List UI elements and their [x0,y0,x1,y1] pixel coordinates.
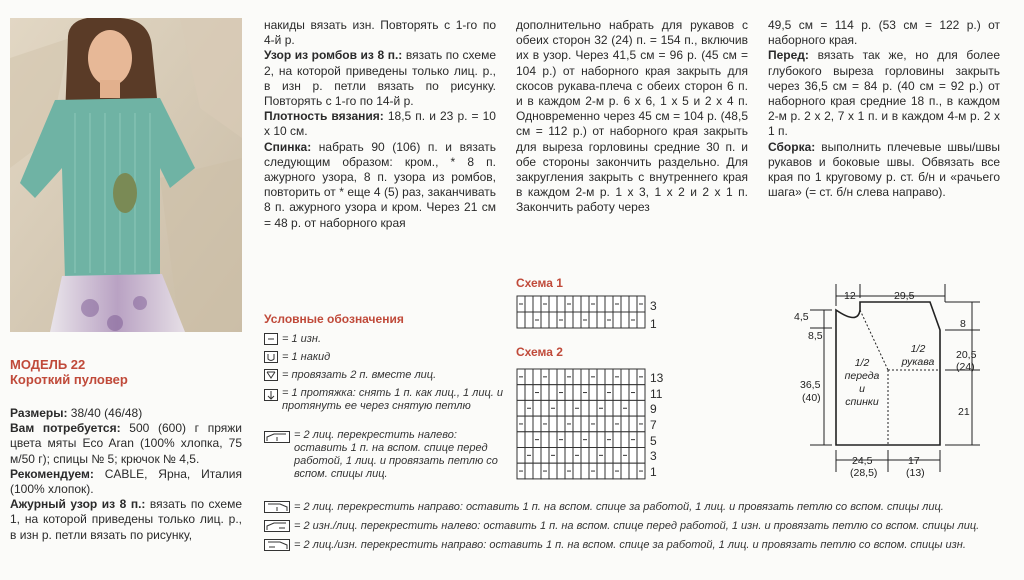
chart-cell [557,400,565,416]
dim-top-12: 12 [844,290,856,302]
svg-text:переда: переда [844,370,880,382]
chart-cell [621,416,629,432]
chart-cell [565,400,573,416]
chart-cell [525,416,533,432]
chart-cell [549,312,557,328]
chart-cell [605,448,613,464]
model-name: Короткий пуловер [10,372,128,387]
dim-right-24: (24) [956,361,975,373]
schema-1-row-1: 1 [650,317,657,331]
chart-cell [573,385,581,401]
spec-lace-pattern: Ажурный узор из 8 п.: вязать по схеме 1, на которой приведены только лиц. р., в изн р. петли вязать по рисунку, [10,497,242,542]
legend-item-cross-left: = 2 лиц. перекрестить налево: оставить 1 п. на вспом. спице перед работой, 1 лиц. и провязать петлю со вспом. спицы лиц. [264,429,504,481]
chart-cell [605,296,613,312]
chart-cell [621,312,629,328]
legend-item-cross-purl-left: = 2 изн./лиц. перекрестить налево: оставить 1 п. на вспом. спице перед работой, 1 изн. и провязать петлю со вспом. спицы лиц. [264,520,1004,539]
chart-cell [581,463,589,479]
chart-cell [589,312,597,328]
schema-2-row-13: 13 [650,371,664,385]
chart-cell [621,463,629,479]
chart-cell [517,400,525,416]
ssk-symbol-icon [264,389,278,401]
cross-purl-left-symbol-icon [264,520,290,532]
chart-cell [573,432,581,448]
chart-cell [573,312,581,328]
chart-cell [541,432,549,448]
dim-bottom-13: (13) [906,467,925,479]
col3-p1: дополнительно набрать для рукавов с обеих сторон 32 (24) п. = 154 п., включив их в узор. Через 41,5 см = 96 р. (45 см = 104 р.) от наборного края закрыть для скосов рукава-плеча с обеих сторон 6 п. и в каждом 2-м р. 6 х 6, 1 х 5 и 2 х 4 п. Одновременно через 45 см = 104 р. (48,5 см = 112 р.) от наборного края закрыть для выреза горловины средние 30 п. и обе стороны закончить раздельно. Для закругления закрыть с внутреннего края в каждом 2-м р. 1 х 3, 1 х 2 и 2 х 1 п. Закончить работу через [516,18,748,215]
col4-p3: Сборка: выполнить плечевые швы/швы рукавов и боковые швы. Обвязать все края по 1 круговому р. ст. б/н и «рачьего шага» (= ст. б/н слева направо). [768,139,1000,200]
col4-p2: Перед: вязать так же, но для более глубокого выреза горловины закрыть через 36,5 см = 84 р. (40 см = 92 р.) от наборного края средние 18 п., в каждом 2-м р. 2 х 2, 7 х 1 п. и в каждом 4-м р. 2 х 1 п. [768,48,1000,139]
schema-2-row-9: 9 [650,402,657,417]
dim-right-21: 21 [958,406,970,418]
svg-text:1/2: 1/2 [854,357,870,369]
chart-cell [517,448,525,464]
legend-item-yarn-over: = 1 накид [264,351,504,369]
chart-cell [589,400,597,416]
chart-cell [605,400,613,416]
chart-cell [613,385,621,401]
cross-right-symbol-icon [264,501,290,513]
legend-item-ssk: = 1 протяжка: снять 1 п. как лиц., 1 лиц. и протянуть ее через снятую петлю [264,387,504,429]
chart-cell [557,463,565,479]
chart-cell [525,385,533,401]
dim-bottom-28-5: (28,5) [850,467,878,479]
chart-cell [621,369,629,385]
chart-cell [597,296,605,312]
schema-1-chart [516,295,646,336]
chart-cell [573,296,581,312]
schema-2-chart [516,368,646,485]
model-number: МОДЕЛЬ 22 [10,357,86,372]
dim-left-36-5: 36,5 [800,379,821,391]
chart-cell [589,448,597,464]
chart-cell [549,369,557,385]
cross-left-symbol-icon [264,431,290,443]
chart-cell [541,400,549,416]
instructions-col-3 [516,18,748,216]
schema-2-row-3: 3 [650,449,657,464]
schema-1-label: Схема 1 [516,276,563,290]
chart-cell [557,296,565,312]
chart-cell [549,463,557,479]
chart-cell [581,448,589,464]
chart-cell [533,463,541,479]
cross-purl-right-symbol-icon [264,539,290,551]
chart-cell [533,400,541,416]
legend-item-k2tog: = провязать 2 п. вместе лиц. [264,369,504,387]
chart-cell [605,416,613,432]
chart-cell [637,400,645,416]
chart-cell [517,385,525,401]
schema-2-label: Схема 2 [516,345,563,359]
chart-cell [589,385,597,401]
chart-cell [613,448,621,464]
chart-cell [589,432,597,448]
instructions-col-2 [264,18,496,231]
chart-cell [533,416,541,432]
chart-cell [597,369,605,385]
chart-cell [525,296,533,312]
chart-cell [517,312,525,328]
pattern-diagram [780,280,1004,485]
chart-cell [637,448,645,464]
legend-item-cross-right: = 2 лиц. перекрестить направо: оставить 1 п. на вспом. спице за работой, 1 лиц. и провязать петлю со вспом. спицы лиц. [264,501,1004,520]
chart-cell [597,385,605,401]
chart-cell [525,369,533,385]
col2-p3: Плотность вязания: 18,5 п. и 23 р. = 10 х 10 см. [264,109,496,139]
chart-cell [541,385,549,401]
chart-cell [533,448,541,464]
chart-cell [613,312,621,328]
chart-cell [541,448,549,464]
pattern-svg [780,280,1004,480]
schema-1-grid [516,295,646,331]
svg-text:рукава: рукава [901,356,935,368]
dim-bottom-17: 17 [908,455,920,467]
legend-item-cross-purl-right: = 2 лиц./изн. перекрестить направо: оставить 1 п. на вспом. спице за работой, 1 лиц. и провязать петлю со вспом. спицы изн. [264,539,1004,558]
chart-cell [549,416,557,432]
chart-cell [605,369,613,385]
chart-cell [629,369,637,385]
dim-left-40: (40) [802,392,821,404]
chart-cell [629,416,637,432]
chart-cell [581,369,589,385]
instructions-col-4 [768,18,1000,200]
dim-left-8-5: 8,5 [808,330,823,342]
chart-cell [557,448,565,464]
chart-cell [533,369,541,385]
legend-items [264,333,504,481]
purl-symbol-icon [264,333,278,345]
chart-cell [597,463,605,479]
dim-bottom-24-5: 24,5 [852,455,873,467]
col4-p1: 49,5 см = 114 р. (53 см = 122 р.) от наборного края. [768,18,1000,48]
chart-cell [533,296,541,312]
svg-text:и: и [859,383,865,395]
chart-cell [573,369,581,385]
model-photo [10,18,242,332]
chart-cell [525,463,533,479]
chart-cell [613,400,621,416]
sleeve-label [901,343,935,368]
chart-cell [573,463,581,479]
chart-cell [613,432,621,448]
spec-sizes: Размеры: 38/40 (46/48) [10,406,143,420]
legend-bottom [264,501,1004,558]
chart-cell [581,400,589,416]
schema-2-row-11: 11 [650,386,663,401]
svg-text:спинки: спинки [845,396,879,408]
col2-p1: накиды вязать изн. Повторять с 1-го по 4-й р. [264,18,496,48]
dim-top-29-5: 29,5 [894,290,915,302]
spec-recommend: Рекомендуем: CABLE, Ярна, Италия (100% хлопок). [10,466,242,497]
specs-block [10,406,242,543]
chart-cell [637,312,645,328]
schema-2-row-1: 1 [650,465,657,480]
chart-cell [581,296,589,312]
chart-cell [621,432,629,448]
schema-2-row-numbers [650,372,680,482]
chart-cell [573,416,581,432]
chart-cell [557,369,565,385]
chart-cell [637,385,645,401]
chart-cell [525,432,533,448]
chart-cell [525,312,533,328]
chart-cell [565,312,573,328]
svg-text:1/2: 1/2 [910,343,926,355]
dim-left-4-5: 4,5 [794,311,809,323]
schema-2-row-7: 7 [650,418,657,433]
chart-cell [621,296,629,312]
legend-title: Условные обозначения [264,312,404,326]
chart-cell [565,385,573,401]
chart-cell [629,463,637,479]
chart-cell [597,416,605,432]
model-heading [10,357,250,387]
chart-cell [629,296,637,312]
chart-cell [549,432,557,448]
chart-cell [597,312,605,328]
dim-right-20-5: 20,5 [956,349,977,361]
legend-item-purl: = 1 изн. [264,333,504,351]
chart-cell [629,400,637,416]
chart-cell [581,416,589,432]
schema-2-row-5: 5 [650,433,657,448]
col2-p4: Спинка: набрать 90 (106) п. и вязать следующим образом: кром., * 8 п. ажурного узора, 8 п. узора из ромбов, повторить от * еще 4 (5) раз, заканчивать 8 п. ажурного узора и кром. Через 21 см = 48 р. от наборного края [264,139,496,230]
chart-cell [565,448,573,464]
chart-cell [637,432,645,448]
chart-cell [517,432,525,448]
yarn-over-symbol-icon [264,351,278,363]
col2-p2: Узор из ромбов из 8 п.: вязать по схеме 2, на которой приведены только лиц. р., в изн р. петли вязать по рисунку. Повторять с 1-го по 14-й р. [264,48,496,109]
chart-cell [565,432,573,448]
chart-cell [605,463,613,479]
chart-cell [597,432,605,448]
schema-1-row-3: 3 [650,299,657,313]
chart-cell [557,416,565,432]
schema-2-grid [516,368,646,480]
chart-cell [541,312,549,328]
spec-materials: Вам потребуется: 500 (600) г пряжи цвета мяты Eco Aran (100% хлопка, 75 м/50 г); спицы № 5; крючок № 4,5. [10,421,243,466]
chart-cell [549,296,557,312]
chart-cell [621,385,629,401]
dim-right-8: 8 [960,318,966,330]
front-label [845,357,880,408]
k2tog-symbol-icon [264,369,278,381]
chart-cell [549,385,557,401]
chart-cell [629,448,637,464]
